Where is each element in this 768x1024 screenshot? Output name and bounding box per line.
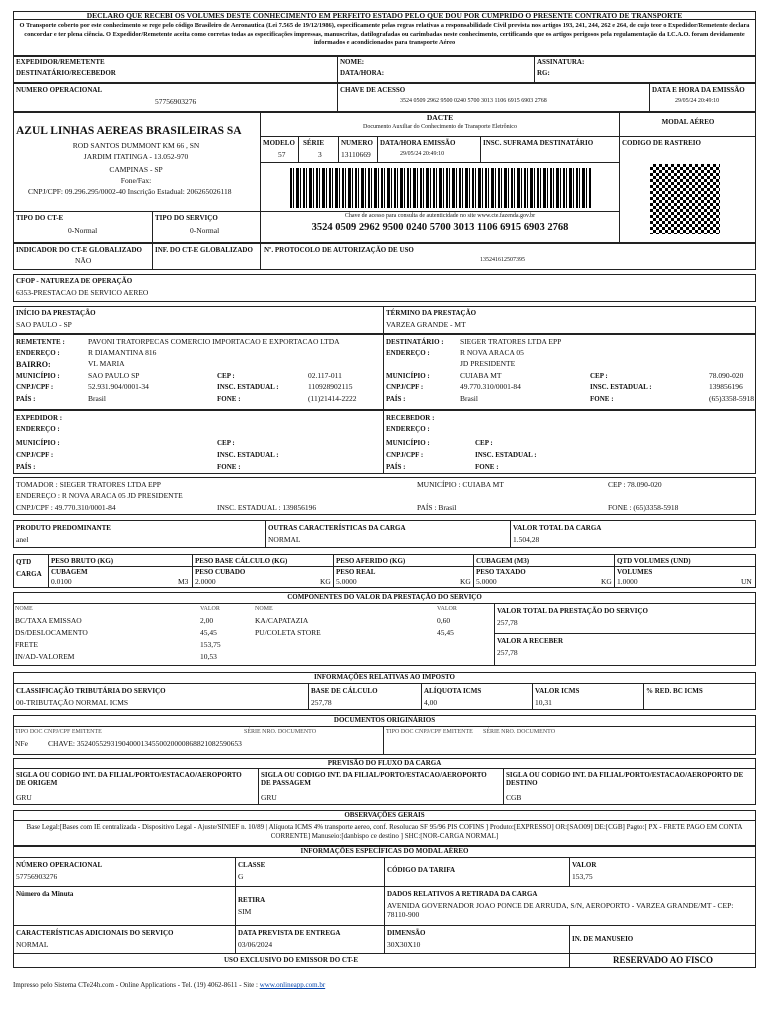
divider	[260, 136, 756, 137]
datahora-emissao-label: DATA/HORA EMISSÃO	[380, 139, 456, 147]
recebedor-pais-label: PAÍS :	[386, 463, 406, 471]
divider	[510, 520, 511, 548]
qtd-volumes-label: QTD VOLUMES (UND)	[617, 557, 691, 565]
divider	[13, 211, 261, 212]
termino-value: VARZEA GRANDE - MT	[386, 320, 466, 329]
footer	[13, 981, 325, 989]
divider	[383, 334, 384, 410]
divider	[333, 554, 334, 588]
docs-col-serie: SÉRIE NRO. DOCUMENTO	[244, 729, 317, 735]
peso-real-unit: KG	[460, 577, 471, 586]
valor-carga-value: 1.504,28	[513, 535, 540, 544]
expedidor-label: EXPEDIDOR/REMETENTE	[16, 58, 105, 66]
qr-code-image	[650, 164, 720, 234]
dacte-title: DACTE	[426, 113, 454, 122]
peso-real-label: PESO REAL	[336, 568, 376, 576]
tomador-ie: INSC. ESTADUAL : 139856196	[217, 503, 317, 512]
valor-receber-value: 257,78	[497, 648, 518, 657]
valor-receber-label: VALOR A RECEBER	[497, 637, 564, 645]
comp-nome-header: NOME	[15, 606, 33, 612]
produto-value: anel	[16, 535, 29, 544]
divider	[235, 857, 236, 953]
comp-item-name: BC/TAXA EMISSAO	[15, 616, 82, 625]
divider	[494, 633, 756, 634]
base-calculo-label: BASE DE CÁLCULO	[311, 687, 378, 695]
divider	[13, 19, 756, 20]
remetente-municipio-label: MUNICÍPIO :	[16, 372, 60, 380]
destinatario-endereco-label: ENDEREÇO :	[386, 349, 430, 357]
destinatario-cnpj-label: CNPJ/CPF :	[386, 383, 424, 391]
aereo-valor-value: 153,75	[572, 872, 593, 881]
aereo-num-op-label: NÚMERO OPERACIONAL	[16, 861, 103, 869]
destinatario-cnpj: 49.770.310/0001-84	[460, 382, 521, 391]
destinatario-label: DESTINATÁRIO :	[386, 338, 444, 346]
expedidor-cep-label: CEP :	[217, 439, 235, 447]
tipo-cte-label: TIPO DO CT-E	[16, 214, 64, 222]
destinatario-endereco: R NOVA ARACA 05	[460, 348, 524, 357]
remetente-bairro: VL MARIA	[88, 359, 125, 368]
aereo-carac-label: CARACTERÍSTICAS ADICIONAIS DO SERVIÇO	[16, 929, 174, 937]
volumes-value: 1.0000	[617, 577, 638, 586]
declaration-title: DECLARO QUE RECEBI OS VOLUMES DESTE CONHECIMENTO EM PERFEITO ESTADO PELO QUE DOU POR CUMPRIDO O PRESENTE CONTRATO DE TRANSPORTE	[86, 11, 683, 20]
footer-text: Impresso pelo Sistema CTe24h.com - Online Applications - Tel. (19) 4062-8611 - Site :	[13, 981, 260, 989]
fluxo-origem-value: GRU	[16, 793, 32, 802]
divider	[383, 306, 384, 334]
remetente-pais-label: PAÍS :	[16, 395, 36, 403]
expedidor-fone-label: FONE :	[217, 463, 241, 471]
cubagem-value: 0.0100	[51, 577, 72, 586]
datahora-label: DATA/HORA:	[340, 69, 385, 77]
cubagem-label: CUBAGEM	[51, 568, 88, 576]
divider	[569, 857, 570, 886]
divider	[383, 726, 384, 755]
remetente-value: PAVONI TRATORPECAS COMERCIO IMPORTACAO E EXPORTACAO LTDA	[88, 337, 340, 346]
company-city: CAMPINAS - SP	[109, 165, 163, 174]
footer-link[interactable]: www.onlineapp.com.br	[259, 981, 326, 989]
fluxo-destino-value: CGB	[506, 793, 522, 802]
recebedor-cnpj-label: CNPJ/CPF :	[386, 451, 424, 459]
class-trib-label: CLASSIFICAÇÃO TRIBUTÁRIA DO SERVIÇO	[16, 687, 166, 695]
divider	[569, 925, 570, 953]
destinatario-label: DESTINATÁRIO/RECEBEDOR	[16, 69, 116, 77]
protocolo-value: 135241612507395	[480, 257, 525, 263]
comp-item-value: 0,60	[437, 616, 451, 625]
red-bc-label: % RED. BC ICMS	[646, 687, 703, 695]
remetente-pais: Brasil	[88, 394, 106, 403]
cfop-label: CFOP - NATUREZA DE OPERAÇÃO	[16, 277, 133, 285]
divider	[614, 554, 615, 588]
remetente-endereco: R DIAMANTINA 816	[88, 348, 157, 357]
dacte-subtitle: Documento Auxiliar do Conhecimento de Transporte Eletrônico	[363, 124, 517, 130]
expedidor-box-label: EXPEDIDOR :	[16, 414, 63, 422]
aereo-minuta-label: Número da Minuta	[16, 890, 74, 898]
divider	[534, 56, 535, 83]
receipt-box	[13, 56, 756, 83]
aereo-dim-label: DIMENSÃO	[387, 929, 426, 937]
tipo-servico-value: 0-Normal	[190, 226, 220, 235]
company-address: ROD SANTOS DUMMONT KM 66 , SN	[72, 141, 200, 150]
comp-item-name: IN/AD-VALOREM	[15, 652, 75, 661]
destinatario-municipio-label: MUNICÍPIO :	[386, 372, 430, 380]
tomador-municipio: MUNICÍPIO : CUIABA MT	[417, 480, 504, 489]
total-prestacao-value: 257,78	[497, 618, 518, 627]
doc-tipo: NFe	[15, 739, 28, 748]
comp-item-name: PU/COLETA STORE	[255, 628, 321, 637]
destinatario-fone-label: FONE :	[590, 395, 614, 403]
componentes-title: COMPONENTES DO VALOR DA PRESTAÇÃO DO SERVIÇO	[287, 593, 482, 601]
datahora-emissao-value: 29/05/24 20:49:10	[400, 151, 445, 157]
company-ids: CNPJ/CPF: 09.296.295/0002-40 Inscrição Estadual: 206265026118	[28, 187, 232, 196]
fluxo-title: PREVISÃO DO FLUXO DA CARGA	[327, 759, 442, 767]
numero-label: NUMERO	[341, 139, 373, 147]
aereo-retira-value: SIM	[238, 907, 252, 916]
peso-bruto-label: PESO BRUTO (KG)	[51, 557, 114, 565]
destinatario-ie-label: INSC. ESTADUAL :	[590, 383, 652, 391]
aereo-prevista-value: 03/06/2024	[238, 940, 273, 949]
outras-carac-value: NORMAL	[268, 535, 301, 544]
aereo-num-op-value: 57756903276	[16, 872, 58, 881]
aereo-prevista-label: DATA PREVISTA DE ENTREGA	[238, 929, 341, 937]
divider	[473, 554, 474, 588]
aereo-classe-value: G	[238, 872, 244, 881]
divider	[13, 683, 756, 684]
remetente-cep-label: CEP :	[217, 372, 235, 380]
aereo-manuseio-label: IN. DE MANUSEIO	[572, 935, 634, 943]
remetente-municipio: SAO PAULO SP	[88, 371, 140, 380]
expedidor-cnpj-label: CNPJ/CPF :	[16, 451, 54, 459]
chave-big: 3524 0509 2962 9500 0240 5700 3013 1106 6915 6903 2768	[311, 222, 569, 233]
expedidor-municipio-label: MUNICÍPIO :	[16, 439, 60, 447]
peso-cubado-unit: KG	[320, 577, 331, 586]
tomador-fone: FONE : (65)3358-5918	[608, 503, 679, 512]
company-name: AZUL LINHAS AEREAS BRASILEIRAS SA	[16, 125, 242, 137]
recebedor-label: RECEBEDOR :	[386, 414, 435, 422]
inicio-label: INÍCIO DA PRESTAÇÃO	[16, 309, 96, 317]
destinatario-endereco2: JD PRESIDENTE	[460, 359, 516, 368]
comp-item-value: 45,45	[200, 628, 217, 637]
divider	[298, 136, 299, 162]
volumes-unit: UN	[741, 577, 752, 586]
divider	[377, 136, 378, 162]
divider	[265, 520, 266, 548]
rg-label: RG:	[537, 69, 550, 77]
obs-text: Base Legal:[Bases com IE centralizada - Dispositivo Legal - Ajuste/SINIEF n. 10/89 | Alíquota ICMS 4% transporte aereo, conf. Resolucao SF 95/96 PIS COFINS ] Produto:[EXPRESSO] OR:[SAO09] DE:[CGB] Pagto:[ PX - FRETE PAGO EM CONTA CORRENTE] Manuseio:[danbispo ce destino ] SHC:[NOR-CARGA NORMAL]	[26, 823, 743, 840]
aereo-valor-label: VALOR	[572, 861, 597, 869]
docs-title: DOCUMENTOS ORIGINÁRIOS	[333, 716, 436, 724]
company-phone: Fone/Fax:	[120, 176, 152, 185]
docs-col-tipo: TIPO DOC CNPJ/CPF EMITENTE	[15, 729, 102, 735]
serie-value: 3	[318, 150, 322, 159]
numero-operacional-label: NUMERO OPERACIONAL	[16, 86, 103, 94]
divider	[494, 603, 495, 666]
nome-label: NOME:	[340, 58, 365, 66]
carga-label: CARGA	[16, 570, 42, 578]
serie-label: SÉRIE	[303, 139, 325, 147]
produto-label: PRODUTO PREDOMINANTE	[16, 524, 111, 532]
termino-label: TÉRMINO DA PRESTAÇÃO	[386, 309, 477, 317]
valor-icms-label: VALOR ICMS	[535, 687, 580, 695]
aereo-tarifa-label: CÓDIGO DA TARIFA	[387, 866, 456, 874]
remetente-cep: 02.117-011	[308, 371, 342, 380]
numero-operacional-value: 57756903276	[155, 97, 197, 106]
imposto-title: INFORMAÇÕES RELATIVAS AO IMPOSTO	[314, 673, 455, 681]
destinatario-ie: 139856196	[709, 382, 743, 391]
barcode-image	[290, 168, 592, 208]
comp-item-value: 2,00	[200, 616, 214, 625]
remetente-cnpj-label: CNPJ/CPF :	[16, 383, 54, 391]
tomador-endereco: ENDEREÇO : R NOVA ARACA 05 JD PRESIDENTE	[16, 491, 183, 500]
destinatario-fone: (65)3358-5918	[709, 394, 754, 403]
tomador-pais: PAÍS : Brasil	[417, 503, 457, 512]
docs-col-serie-2: SÉRIE NRO. DOCUMENTO	[483, 729, 556, 735]
cubagem-m3-label: CUBAGEM (M3)	[476, 557, 530, 565]
inicio-value: SAO PAULO - SP	[16, 320, 72, 329]
obs-title: OBSERVAÇÕES GERAIS	[344, 811, 425, 819]
remetente-ie-label: INSC. ESTADUAL :	[217, 383, 279, 391]
remetente-label: REMETENTE :	[16, 338, 65, 346]
recebedor-ie-label: INSC. ESTADUAL :	[475, 451, 537, 459]
qtd-label: QTD	[16, 558, 32, 566]
divider	[13, 953, 756, 954]
divider	[13, 726, 756, 727]
base-calculo-value: 257,78	[311, 698, 332, 707]
rastreio-label: CODIGO DE RASTREIO	[622, 139, 701, 147]
remetente-cnpj: 52.931.904/0001-34	[88, 382, 149, 391]
reservado-fisco-label: RESERVADO AO FISCO	[612, 955, 714, 965]
divider	[384, 886, 385, 953]
indicador-label: INDICADOR DO CT-E GLOBALIZADO	[16, 246, 142, 254]
tipo-cte-value: 0-Normal	[68, 226, 98, 235]
peso-taxado-label: PESO TAXADO	[476, 568, 526, 576]
comp-item-value: 10,53	[200, 652, 217, 661]
comp-item-name: KA/CAPATAZIA	[255, 616, 309, 625]
data-emissao-label: DATA E HORA DA EMISSÃO	[652, 86, 745, 94]
aliquota-label: ALÍQUOTA ICMS	[424, 687, 482, 695]
total-prestacao-label: VALOR TOTAL DA PRESTAÇÃO DO SERVIÇO	[497, 607, 649, 615]
divider	[480, 136, 481, 162]
divider	[258, 768, 259, 805]
company-district: JARDIM ITATINGA - 13.052-970	[83, 152, 189, 161]
divider	[421, 683, 422, 710]
uso-emissor-label: USO EXCLUSIVO DO EMISSOR DO CT-E	[224, 956, 358, 964]
cubagem-unit: M3	[178, 577, 189, 586]
divider	[337, 56, 338, 83]
doc-chave: CHAVE: 35240552931904000134550020000868821082590653	[48, 739, 242, 748]
divider	[649, 83, 650, 112]
destinatario-cep: 78.090-020	[709, 371, 744, 380]
aereo-retirada-label: DADOS RELATIVOS A RETIRADA DA CARGA	[387, 890, 538, 898]
divider	[152, 211, 153, 243]
divider	[503, 768, 504, 805]
divider	[643, 683, 644, 710]
recebedor-endereco-label: ENDEREÇO :	[386, 425, 430, 433]
legal-text: O Transporte coberto por este conhecimento se rege pelo código Brasileiro de Aeronautica (Lei 7.565 de 19/12/1986), especificamente pelas regras relativas a responsabilidade Civil prevista nos artigos 193, 241, 244, 262 e 264, de cujo teor o Expedidor/Remetente declara concordar e ter plena ciência. O Expedidor/Remetente aceita como corretas todas as especificações impressas, manuscritas, datilografadas ou carimbadas neste conhecimento, certificando que os artigos perigosos pela regulamentação da I.C.A.O. foram devidamente informados e acondicionados para transporte Aéreo	[19, 22, 750, 47]
divider	[532, 683, 533, 710]
divider	[308, 683, 309, 710]
divider	[48, 566, 756, 567]
divider	[192, 554, 193, 588]
divider	[260, 243, 261, 270]
recebedor-municipio-label: MUNICÍPIO :	[386, 439, 430, 447]
peso-taxado-value: 5.0000	[476, 577, 497, 586]
comp-valor-header-2: VALOR	[437, 606, 457, 612]
aereo-title: INFORMAÇÕES ESPECÍFICAS DO MODAL AÉREO	[300, 847, 469, 855]
recebedor-cep-label: CEP :	[475, 439, 493, 447]
aliquota-value: 4,00	[424, 698, 438, 707]
peso-aferido-label: PESO AFERIDO (KG)	[336, 557, 406, 565]
divider	[13, 603, 756, 604]
modal-label: MODAL AÉREO	[661, 118, 715, 126]
comp-item-name: DS/DESLOCAMENTO	[15, 628, 88, 637]
peso-real-value: 5.0000	[336, 577, 357, 586]
aereo-dim-value: 30X30X10	[387, 940, 421, 949]
expedidor-ie-label: INSC. ESTADUAL :	[217, 451, 279, 459]
tipo-servico-label: TIPO DO SERVIÇO	[155, 214, 218, 222]
chave-acesso-label: CHAVE DE ACESSO	[340, 86, 406, 94]
outras-carac-label: OUTRAS CARACTERÍSTICAS DA CARGA	[268, 524, 406, 532]
destinatario-value: SIEGER TRATORES LTDA EPP	[460, 337, 562, 346]
comp-nome-header-2: NOME	[255, 606, 273, 612]
docs-col-tipo-2: TIPO DOC CNPJ/CPF EMITENTE	[386, 729, 473, 735]
aereo-classe-label: CLASSE	[238, 861, 266, 869]
assinatura-label: ASSINATURA:	[537, 58, 585, 66]
valor-icms-value: 10,31	[535, 698, 552, 707]
expedidor-endereco-label: ENDEREÇO :	[16, 425, 60, 433]
chave-acesso-value: 3524 0509 2962 9500 0240 5700 3013 1106 6915 6903 2768	[400, 98, 547, 104]
divider	[152, 243, 153, 270]
divider	[260, 211, 619, 212]
recebedor-fone-label: FONE :	[475, 463, 499, 471]
destinatario-cep-label: CEP :	[590, 372, 608, 380]
peso-cubado-label: PESO CUBADO	[195, 568, 246, 576]
divider	[619, 112, 620, 243]
divider	[384, 857, 385, 886]
suframa-label: INSC. SUFRAMA DESTINATÁRIO	[483, 139, 594, 147]
inf-globalizado-label: INF. DO CT-E GLOBALIZADO	[155, 246, 253, 254]
aereo-carac-value: NORMAL	[16, 940, 49, 949]
divider	[337, 83, 338, 112]
indicador-value: NÃO	[75, 256, 92, 265]
comp-item-value: 45,45	[437, 628, 454, 637]
divider	[13, 768, 756, 769]
remetente-ie: 110928902115	[308, 382, 353, 391]
expedidor-box	[13, 410, 756, 474]
prestacao-box	[13, 306, 756, 334]
divider	[260, 162, 619, 163]
remetente-fone: (11)21414-2222	[308, 394, 357, 403]
fluxo-passagem-label: SIGLA OU CODIGO INT. DA FILIAL/PORTO/ESTACAO/AEROPORTO DE PASSAGEM	[261, 771, 487, 788]
divider	[338, 136, 339, 162]
fluxo-passagem-value: GRU	[261, 793, 277, 802]
comp-valor-header: VALOR	[200, 606, 220, 612]
comp-item-value: 153,75	[200, 640, 221, 649]
fluxo-destino-label: SIGLA OU CODIGO INT. DA FILIAL/PORTO/ESTACAO/AEROPORTO DE DESTINO	[506, 771, 744, 788]
tomador-cnpj: CNPJ/CPF : 49.770.310/0001-84	[16, 503, 116, 512]
chave-consulta: Chave de acesso para consulta de autenticidade no site www.cte.fazenda.gov.br	[344, 213, 536, 219]
remetente-bairro-label: BAIRRO:	[16, 360, 51, 369]
peso-cubado-value: 2.0000	[195, 577, 216, 586]
tomador-cep: CEP : 78.090-020	[608, 480, 662, 489]
aereo-retira-label: RETIRA	[238, 896, 266, 904]
class-trib-value: 00-TRIBUTAÇÃO NORMAL ICMS	[16, 698, 129, 707]
divider	[383, 410, 384, 474]
divider	[13, 820, 756, 821]
destinatario-municipio: CUIABA MT	[460, 371, 502, 380]
valor-carga-label: VALOR TOTAL DA CARGA	[513, 524, 602, 532]
numero-value: 13110669	[341, 150, 371, 159]
comp-item-name: FRETE	[15, 640, 38, 649]
divider	[48, 554, 49, 588]
destinatario-pais: Brasil	[460, 394, 478, 403]
tomador-value: TOMADOR : SIEGER TRATORES LTDA EPP	[16, 480, 161, 489]
expedidor-pais-label: PAÍS :	[16, 463, 36, 471]
modelo-label: MODELO	[263, 139, 295, 147]
aereo-retirada-value: AVENIDA GOVERNADOR JOAO PONCE DE ARRUDA, S/N, AEROPORTO - VARZEA GRANDE/MT - CEP: 78110-900	[387, 901, 734, 919]
remetente-fone-label: FONE :	[217, 395, 241, 403]
remetente-endereco-label: ENDEREÇO :	[16, 349, 60, 357]
peso-base-label: PESO BASE CÁLCULO (KG)	[195, 557, 288, 565]
fluxo-origem-label: SIGLA OU CODIGO INT. DA FILIAL/PORTO/ESTACAO/AEROPORTO DE ORIGEM	[16, 771, 242, 788]
volumes-label: VOLUMES	[617, 568, 653, 576]
cfop-value: 6353-PRESTACAO DE SERVICO AEREO	[16, 288, 149, 297]
peso-taxado-unit: KG	[601, 577, 612, 586]
protocolo-label: Nº. PROTOCOLO DE AUTORIZAÇÃO DE USO	[264, 246, 414, 254]
destinatario-pais-label: PAÍS :	[386, 395, 406, 403]
modelo-value: 57	[278, 150, 286, 159]
data-emissao-value: 29/05/24 20:49:10	[675, 98, 720, 104]
